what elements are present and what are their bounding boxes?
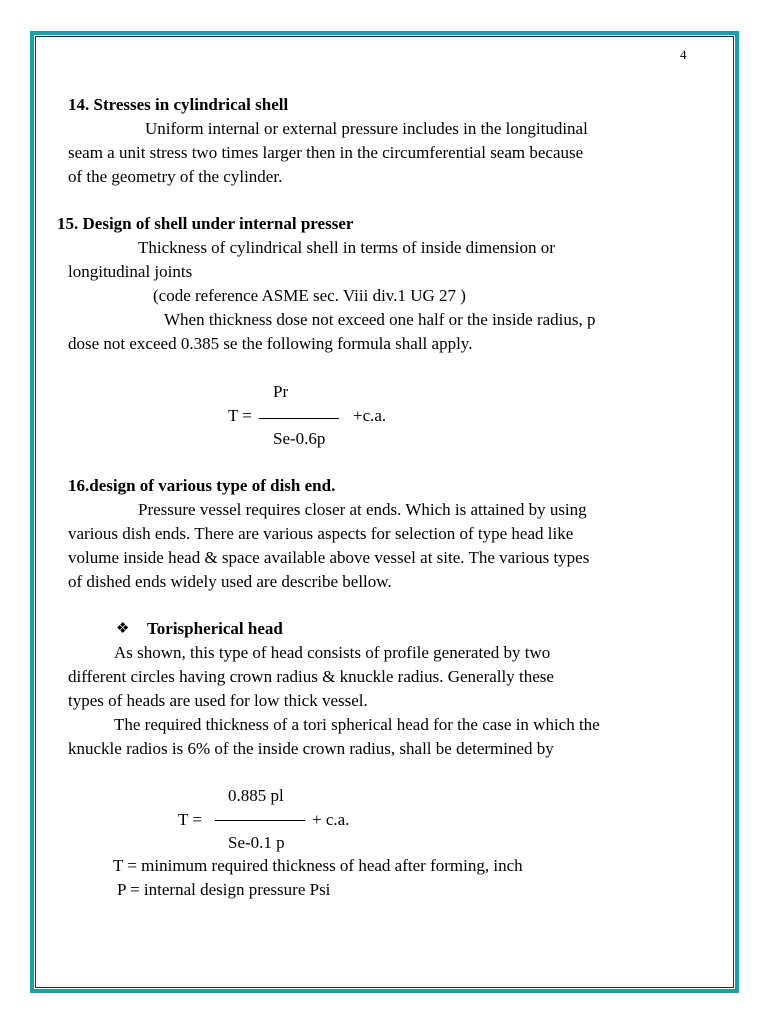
formula-1-numerator: Pr — [273, 382, 289, 401]
formula-1-lhs: T = — [228, 406, 252, 425]
torispherical-heading: Torispherical head — [147, 619, 283, 638]
torispherical-line-3: types of heads are used for low thick vessel. — [68, 691, 368, 710]
section-15-line-2: longitudinal joints — [68, 262, 193, 281]
section-14-line-1: Uniform internal or external pressure includes in the longitudinal — [145, 119, 588, 138]
formula-1-suffix: +c.a. — [353, 406, 387, 425]
torispherical-line-4: The required thickness of a tori spherical head for the case in which the — [114, 715, 600, 734]
page-number: 4 — [680, 47, 687, 62]
section-16-line-3: volume inside head & space available above vessel at site. The various types — [68, 548, 590, 567]
formula-2-denominator: Se-0.1 p — [228, 833, 285, 852]
section-14-line-3: of the geometry of the cylinder. — [68, 167, 283, 186]
section-15-line-5: dose not exceed 0.385 se the following formula shall apply. — [68, 334, 473, 353]
torispherical-line-2: different circles having crown radius & knuckle radius. Generally these — [68, 667, 554, 686]
section-15-heading: 15. Design of shell under internal presser — [57, 214, 354, 233]
formula-1-denominator: Se-0.6p — [273, 429, 326, 448]
formula-1-fraction-bar — [259, 418, 339, 419]
section-15-line-4: When thickness dose not exceed one half or the inside radius, p — [164, 310, 596, 329]
section-14-heading: 14. Stresses in cylindrical shell — [68, 95, 289, 114]
section-15-line-1: Thickness of cylindrical shell in terms of inside dimension or — [138, 238, 555, 257]
definition-t: T = minimum required thickness of head after forming, inch — [113, 856, 523, 875]
formula-2-suffix: + c.a. — [312, 810, 350, 829]
formula-2-fraction-bar — [215, 820, 305, 821]
section-16-line-2: various dish ends. There are various aspects for selection of type head like — [68, 524, 574, 543]
definition-p: P = internal design pressure Psi — [117, 880, 331, 899]
section-16-line-1: Pressure vessel requires closer at ends. Which is attained by using — [138, 500, 587, 519]
diamond-bullet-icon: ❖ — [116, 621, 130, 637]
formula-2-numerator: 0.885 pl — [228, 786, 284, 805]
section-15-code-reference: (code reference ASME sec. Viii div.1 UG 27 ) — [153, 286, 466, 305]
section-14-line-2: seam a unit stress two times larger then in the circumferential seam because — [68, 143, 584, 162]
torispherical-line-1: As shown, this type of head consists of profile generated by two — [114, 643, 551, 662]
formula-2-lhs: T = — [178, 810, 202, 829]
section-16-heading: 16.design of various type of dish end. — [68, 476, 336, 495]
section-16-line-4: of dished ends widely used are describe bellow. — [68, 572, 392, 591]
torispherical-line-5: knuckle radios is 6% of the inside crown radius, shall be determined by — [68, 739, 554, 758]
